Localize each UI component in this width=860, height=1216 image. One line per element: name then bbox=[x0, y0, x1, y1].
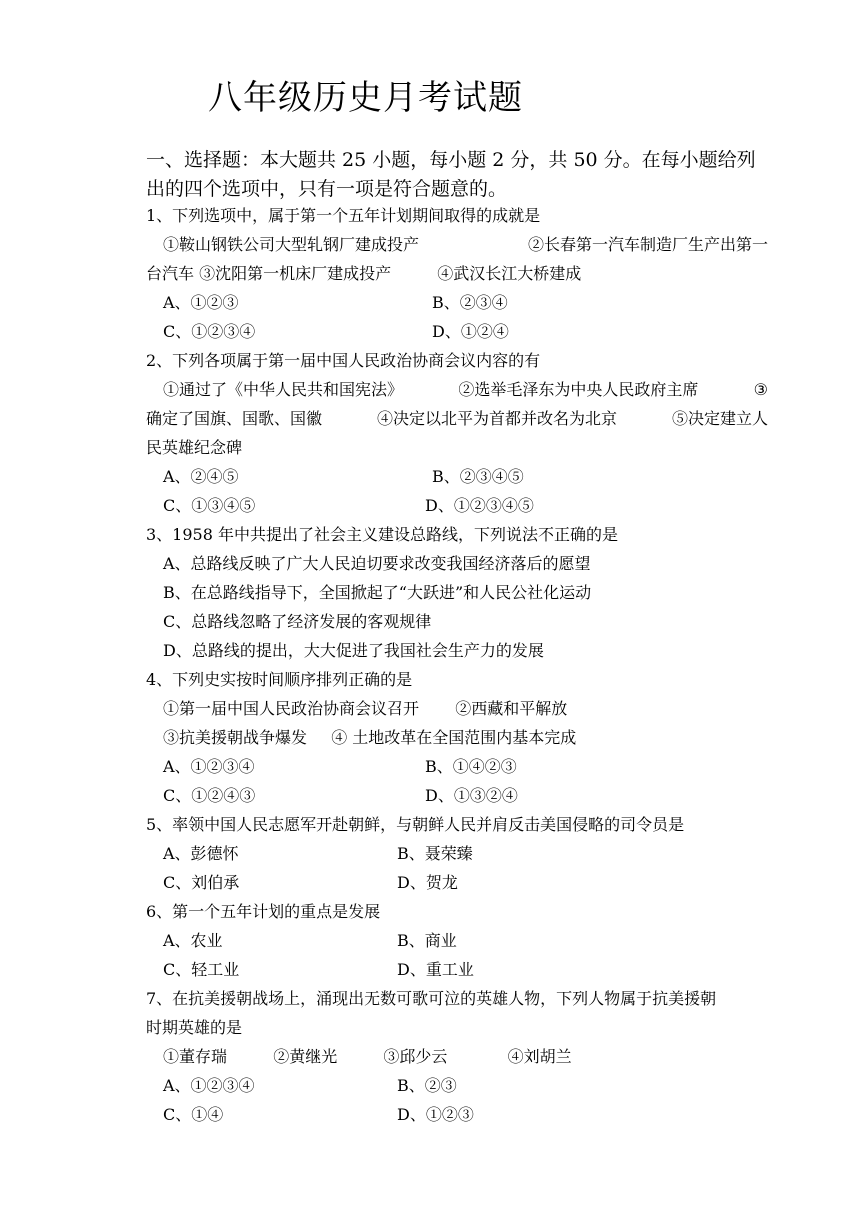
section-intro-line: 出的四个选项中，只有一项是符合题意的。 bbox=[146, 178, 508, 200]
question-6-stem: 6、第一个五年计划的重点是发展 bbox=[146, 902, 381, 921]
question-7-option-c: C、①④ bbox=[163, 1105, 224, 1124]
question-1-item-2: ②长春第一汽车制造厂生产出第一 bbox=[527, 235, 768, 254]
section-intro bbox=[146, 146, 776, 204]
question-2-items-line-2 bbox=[146, 409, 768, 429]
question-2-option-b: B、②③④⑤ bbox=[432, 467, 524, 486]
question-1-option-c: C、①②③④ bbox=[163, 322, 256, 341]
question-2-item-4: ④决定以北平为首都并改名为北京 bbox=[376, 409, 617, 428]
question-2-option-c: C、①③④⑤ bbox=[163, 496, 256, 515]
question-3-option-b: B、在总路线指导下，全国掀起了“大跃进”和人民公社化运动 bbox=[163, 583, 592, 602]
question-1-option-a: A、①②③ bbox=[163, 293, 239, 312]
question-4-item-2: ②西藏和平解放 bbox=[455, 699, 568, 718]
question-2-item-2: ②选举毛泽东为中央人民政府主席 bbox=[458, 380, 699, 399]
question-7-items-line bbox=[163, 1047, 572, 1067]
question-4-option-a: A、①②③④ bbox=[163, 757, 255, 776]
question-1-items-cont bbox=[146, 264, 581, 284]
question-6-option-c: C、轻工业 bbox=[163, 960, 240, 979]
question-1-items-line bbox=[163, 235, 768, 255]
question-1-option-b: B、②③④ bbox=[432, 293, 508, 312]
question-7-option-b: B、②③ bbox=[397, 1076, 457, 1095]
question-7-item-1: ①董存瑞 bbox=[163, 1047, 228, 1066]
question-1-item-3: 台汽车 ③沈阳第一机床厂建成投产 bbox=[146, 264, 392, 283]
question-4-items-line-2 bbox=[163, 728, 576, 748]
question-2-item-3-start: ③ bbox=[753, 380, 768, 399]
question-2-option-a: A、②④⑤ bbox=[163, 467, 239, 486]
question-2-stem: 2、下列各项属于第一届中国人民政治协商会议内容的有 bbox=[146, 351, 541, 370]
question-2-item-1: ①通过了《中华人民共和国宪法》 bbox=[163, 380, 404, 399]
question-4-item-1: ①第一届中国人民政治协商会议召开 bbox=[163, 699, 420, 718]
question-4-item-3: ③抗美援朝战争爆发 bbox=[163, 728, 308, 747]
question-4-option-c: C、①②④③ bbox=[163, 786, 256, 805]
question-5-option-d: D、贺龙 bbox=[397, 873, 458, 892]
question-3-option-a: A、总路线反映了广大人民迫切要求改变我国经济落后的愿望 bbox=[163, 554, 591, 573]
question-4-items-line-1 bbox=[163, 699, 567, 719]
question-2-item-5-end: 民英雄纪念碑 bbox=[146, 438, 243, 457]
question-7-stem: 7、在抗美援朝战场上，涌现出无数可歌可泣的英雄人物，下列人物属于抗美援朝 bbox=[146, 989, 717, 1008]
question-7-item-3: ③邱少云 bbox=[383, 1047, 448, 1066]
question-5-option-a: A、彭德怀 bbox=[163, 844, 239, 863]
question-3-option-c: C、总路线忽略了经济发展的客观规律 bbox=[163, 612, 432, 631]
question-2-items-line-1 bbox=[163, 380, 768, 400]
question-7-item-4: ④刘胡兰 bbox=[507, 1047, 572, 1066]
question-2-item-3-end: 确定了国旗、国歌、国徽 bbox=[146, 409, 323, 428]
question-1-option-d: D、①②④ bbox=[432, 322, 509, 341]
question-2-item-5-start: ⑤决定建立人 bbox=[671, 409, 768, 428]
question-1-stem: 1、下列选项中，属于第一个五年计划期间取得的成就是 bbox=[146, 206, 541, 225]
question-4-option-b: B、①④②③ bbox=[425, 757, 517, 776]
question-7-option-a: A、①②③④ bbox=[163, 1076, 255, 1095]
question-5-option-b: B、聂荣臻 bbox=[397, 844, 473, 863]
section-intro-line: 一、选择题：本大题共 25 小题，每小题 2 分，共 50 分。在每小题给列 bbox=[146, 149, 756, 171]
question-4-item-4: ④ 土地改革在全国范围内基本完成 bbox=[331, 728, 577, 747]
question-7-item-2: ②黄继光 bbox=[273, 1047, 338, 1066]
page-title: 八年级历史月考试题 bbox=[208, 78, 523, 118]
question-4-option-d: D、①③②④ bbox=[425, 786, 518, 805]
question-4-stem: 4、下列史实按时间顺序排列正确的是 bbox=[146, 670, 413, 689]
question-6-option-d: D、重工业 bbox=[397, 960, 474, 979]
question-1-item-1: ①鞍山钢铁公司大型轧钢厂建成投产 bbox=[163, 235, 420, 254]
question-5-stem: 5、率领中国人民志愿军开赴朝鲜，与朝鲜人民并肩反击美国侵略的司令员是 bbox=[146, 815, 685, 834]
question-1-item-4: ④武汉长江大桥建成 bbox=[437, 264, 582, 283]
question-5-option-c: C、刘伯承 bbox=[163, 873, 240, 892]
question-7-option-d: D、①②③ bbox=[397, 1105, 474, 1124]
question-6-option-a: A、农业 bbox=[163, 931, 223, 950]
question-3-option-d: D、总路线的提出，大大促进了我国社会生产力的发展 bbox=[163, 641, 544, 660]
question-2-option-d: D、①②③④⑤ bbox=[425, 496, 534, 515]
question-6-option-b: B、商业 bbox=[397, 931, 457, 950]
question-3-stem: 3、1958 年中共提出了社会主义建设总路线，下列说法不正确的是 bbox=[146, 525, 618, 544]
question-7-stem-cont: 时期英雄的是 bbox=[146, 1018, 243, 1037]
